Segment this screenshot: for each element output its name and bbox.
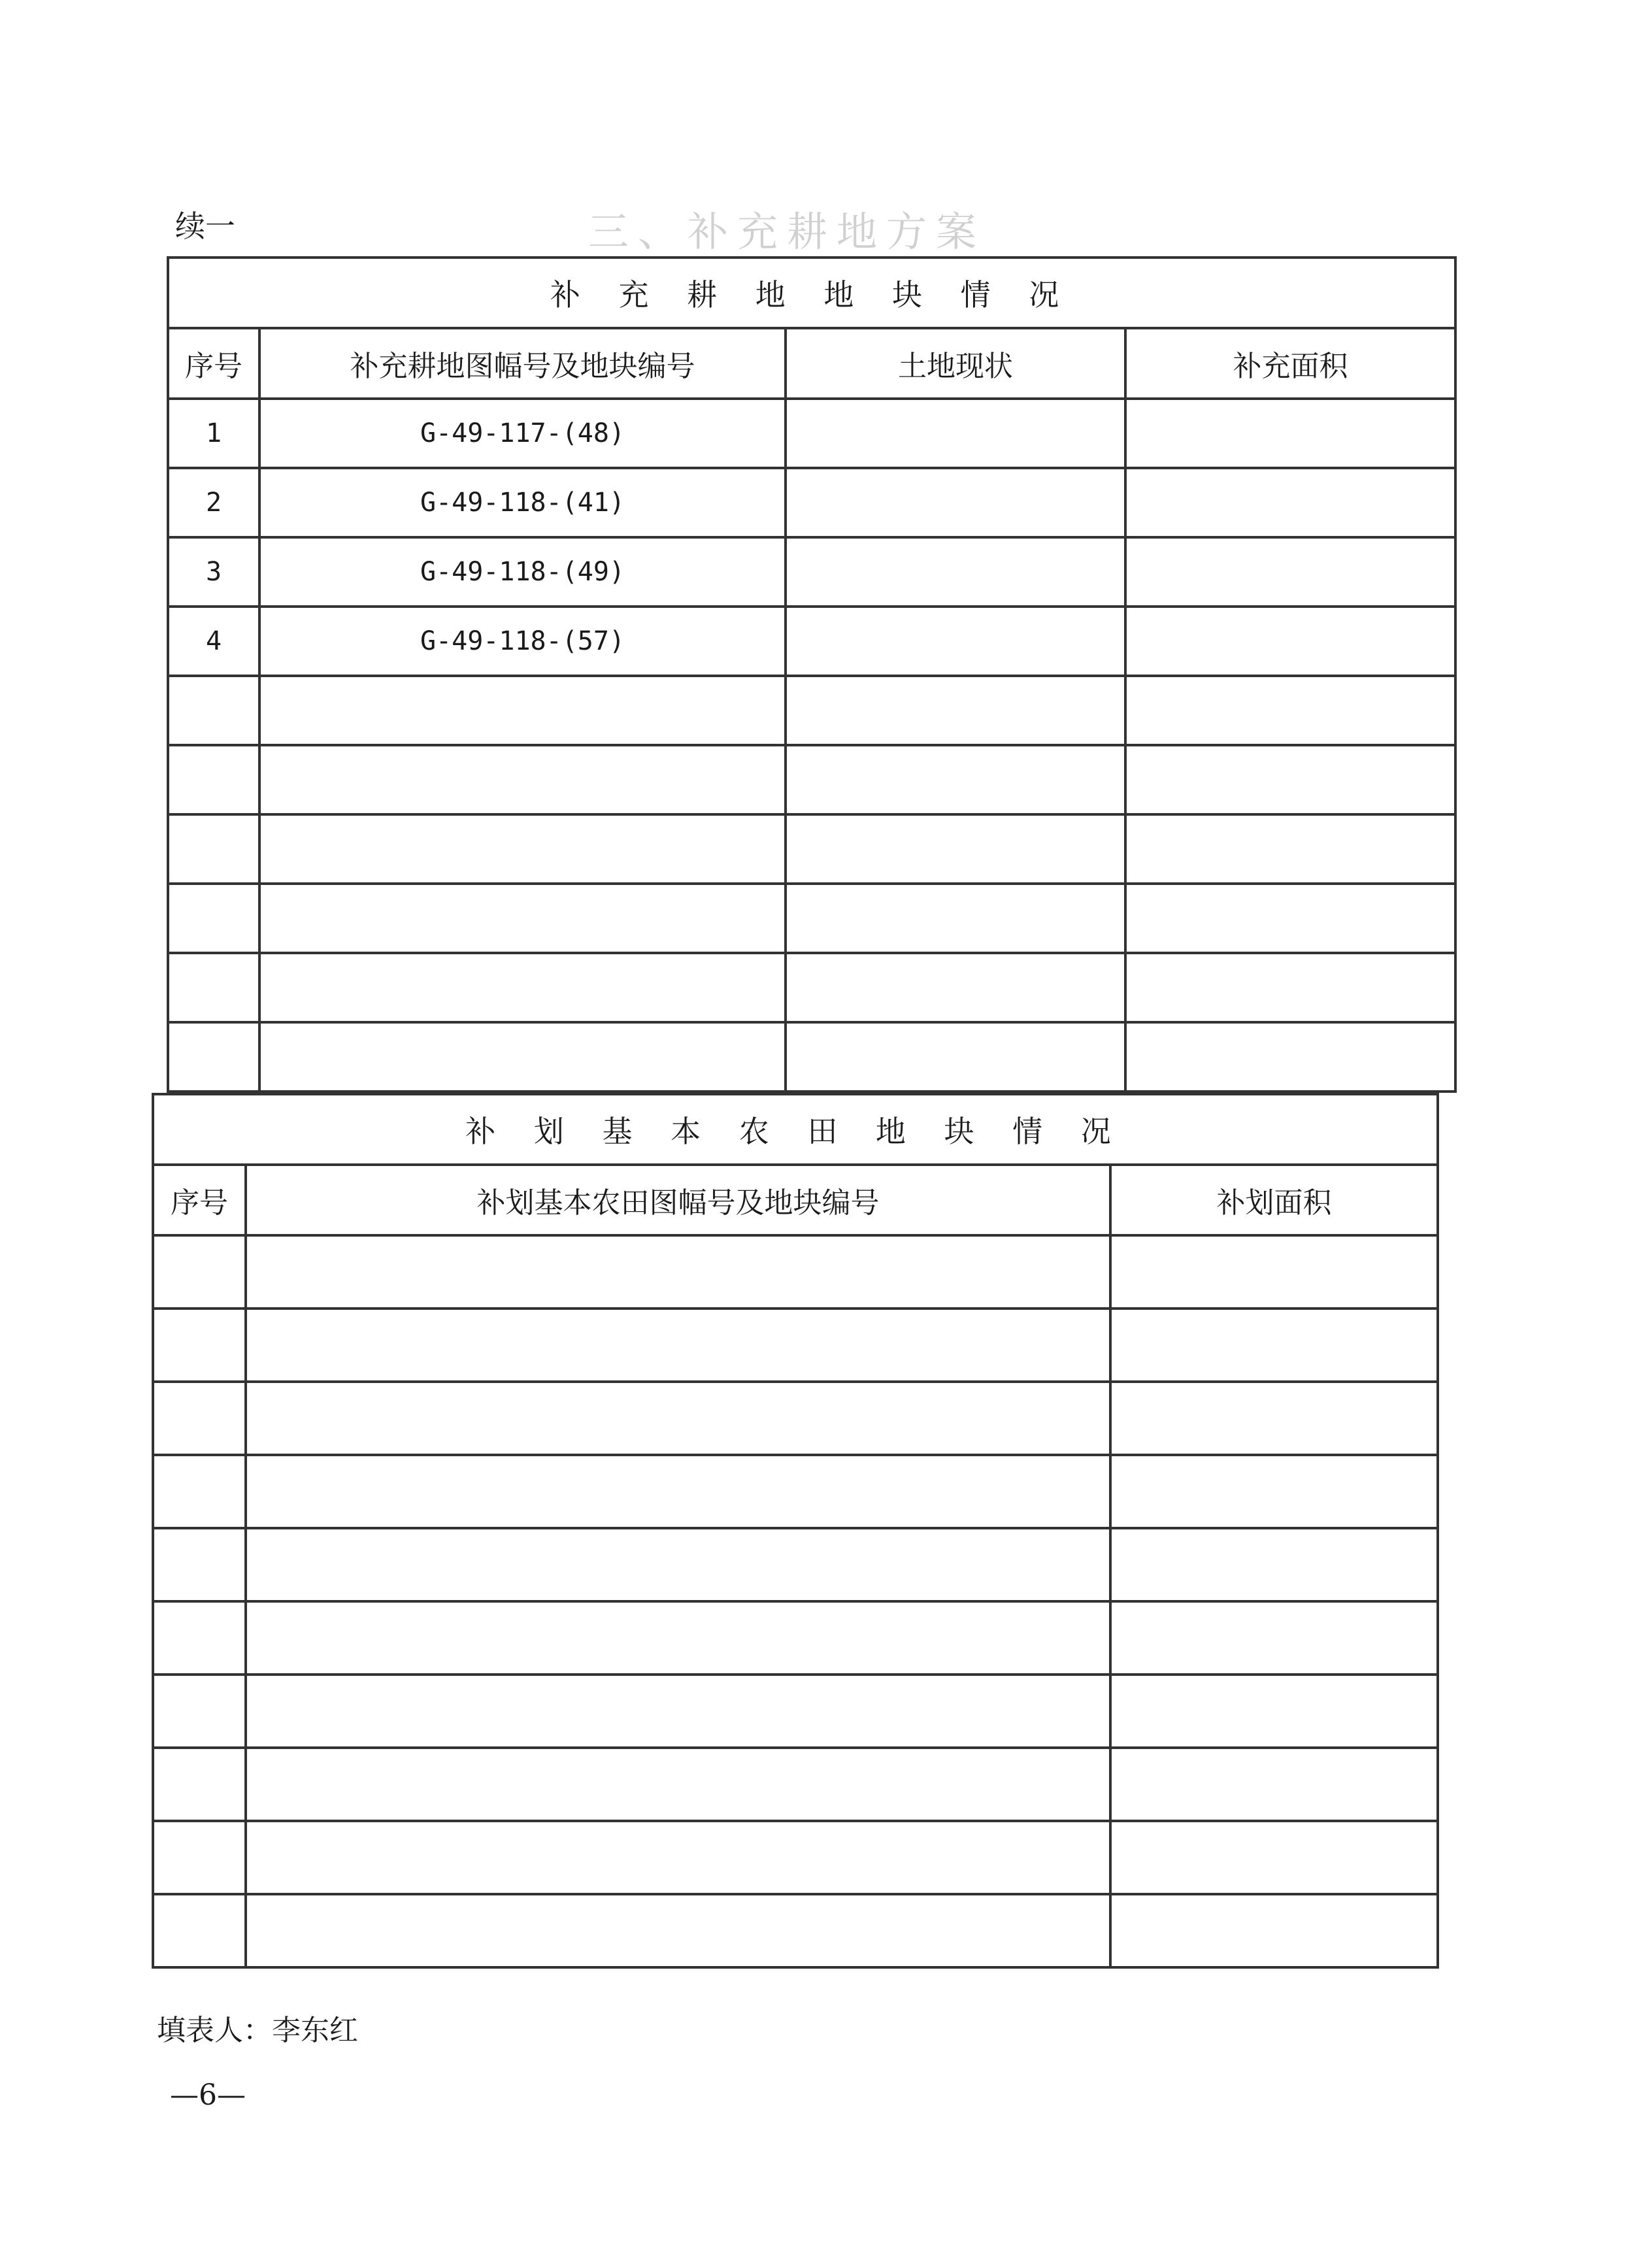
row-status — [786, 537, 1125, 607]
table-row — [168, 745, 1455, 814]
row-seq — [168, 953, 259, 1022]
row-map-id — [246, 1821, 1110, 1894]
row-map-id — [259, 814, 786, 884]
table-row — [168, 537, 1455, 607]
row-seq — [153, 1748, 246, 1821]
row-area — [1125, 745, 1455, 814]
row-area — [1110, 1309, 1438, 1382]
row-seq — [153, 1528, 246, 1601]
table2-header-map-id: 补划基本农田图幅号及地块编号 — [246, 1165, 1110, 1235]
table1-header-status: 土地现状 — [786, 328, 1125, 399]
row-status — [786, 814, 1125, 884]
row-map-id — [259, 884, 786, 953]
row-seq — [153, 1675, 246, 1748]
row-area — [1125, 537, 1455, 607]
row-seq — [153, 1455, 246, 1528]
row-map-id: G-49-117-(48) — [259, 399, 786, 468]
table-row — [168, 814, 1455, 884]
table-row — [168, 676, 1455, 745]
row-area — [1110, 1235, 1438, 1309]
form-filler: 填表人：李东红 — [157, 2014, 358, 2047]
supplementary-basic-farmland-table — [152, 1093, 1439, 1969]
row-seq: 3 — [168, 537, 259, 607]
table-row — [153, 1601, 1438, 1675]
row-seq — [168, 745, 259, 814]
row-area — [1125, 676, 1455, 745]
table-row — [153, 1821, 1438, 1894]
table-row — [168, 468, 1455, 537]
row-map-id — [246, 1528, 1110, 1601]
row-map-id — [246, 1601, 1110, 1675]
row-map-id — [246, 1455, 1110, 1528]
table1-header-map-id: 补充耕地图幅号及地块编号 — [259, 328, 786, 399]
table-row — [153, 1894, 1438, 1967]
row-seq — [153, 1894, 246, 1967]
row-map-id — [259, 745, 786, 814]
row-map-id — [246, 1894, 1110, 1967]
row-status — [786, 399, 1125, 468]
row-seq — [153, 1235, 246, 1309]
row-map-id — [246, 1748, 1110, 1821]
table-row — [153, 1455, 1438, 1528]
row-status — [786, 607, 1125, 676]
row-map-id — [246, 1309, 1110, 1382]
row-status — [786, 468, 1125, 537]
row-seq — [168, 814, 259, 884]
row-seq: 2 — [168, 468, 259, 537]
table1-header-seq: 序号 — [168, 328, 259, 399]
table-row — [168, 953, 1455, 1022]
table-row — [153, 1235, 1438, 1309]
row-seq — [168, 1022, 259, 1092]
table-row — [153, 1309, 1438, 1382]
row-status — [786, 745, 1125, 814]
row-map-id — [259, 953, 786, 1022]
row-area — [1125, 399, 1455, 468]
row-area — [1110, 1528, 1438, 1601]
table-row — [168, 399, 1455, 468]
row-area — [1110, 1382, 1438, 1455]
row-area — [1110, 1455, 1438, 1528]
row-status — [786, 1022, 1125, 1092]
row-area — [1110, 1748, 1438, 1821]
row-map-id: G-49-118-(41) — [259, 468, 786, 537]
row-seq — [153, 1821, 246, 1894]
table1-header-row — [168, 328, 1455, 399]
row-seq — [168, 884, 259, 953]
row-area — [1125, 1022, 1455, 1092]
row-map-id: G-49-118-(57) — [259, 607, 786, 676]
table-row — [153, 1748, 1438, 1821]
row-map-id — [246, 1382, 1110, 1455]
row-area — [1110, 1821, 1438, 1894]
table-row — [153, 1528, 1438, 1601]
continuation-label: 续一 — [175, 208, 235, 244]
table-row — [168, 607, 1455, 676]
row-seq — [153, 1601, 246, 1675]
row-map-id — [259, 676, 786, 745]
row-seq — [168, 676, 259, 745]
row-seq: 1 — [168, 399, 259, 468]
row-area — [1125, 884, 1455, 953]
table-row — [168, 884, 1455, 953]
page-number: —6— — [170, 2078, 246, 2112]
row-area — [1125, 953, 1455, 1022]
row-area — [1125, 814, 1455, 884]
row-map-id — [259, 1022, 786, 1092]
row-status — [786, 953, 1125, 1022]
row-area — [1125, 607, 1455, 676]
table2-header-area: 补划面积 — [1110, 1165, 1438, 1235]
row-area — [1110, 1675, 1438, 1748]
row-seq: 4 — [168, 607, 259, 676]
row-area — [1110, 1601, 1438, 1675]
supplementary-farmland-table — [167, 256, 1457, 1093]
table2-header-row — [153, 1165, 1438, 1235]
bleed-through-header: 三、补充耕地方案 — [588, 208, 986, 256]
table-row — [153, 1382, 1438, 1455]
table2-header-seq: 序号 — [153, 1165, 246, 1235]
row-seq — [153, 1309, 246, 1382]
table-row — [168, 1022, 1455, 1092]
row-area — [1110, 1894, 1438, 1967]
row-status — [786, 676, 1125, 745]
row-map-id — [246, 1235, 1110, 1309]
table2-title: 补 划 基 本 农 田 地 块 情 况 — [153, 1094, 1438, 1165]
table1-title: 补 充 耕 地 地 块 情 况 — [168, 258, 1455, 328]
table1-header-area: 补充面积 — [1125, 328, 1455, 399]
table-row — [153, 1675, 1438, 1748]
row-seq — [153, 1382, 246, 1455]
row-status — [786, 884, 1125, 953]
row-area — [1125, 468, 1455, 537]
row-map-id — [246, 1675, 1110, 1748]
row-map-id: G-49-118-(49) — [259, 537, 786, 607]
